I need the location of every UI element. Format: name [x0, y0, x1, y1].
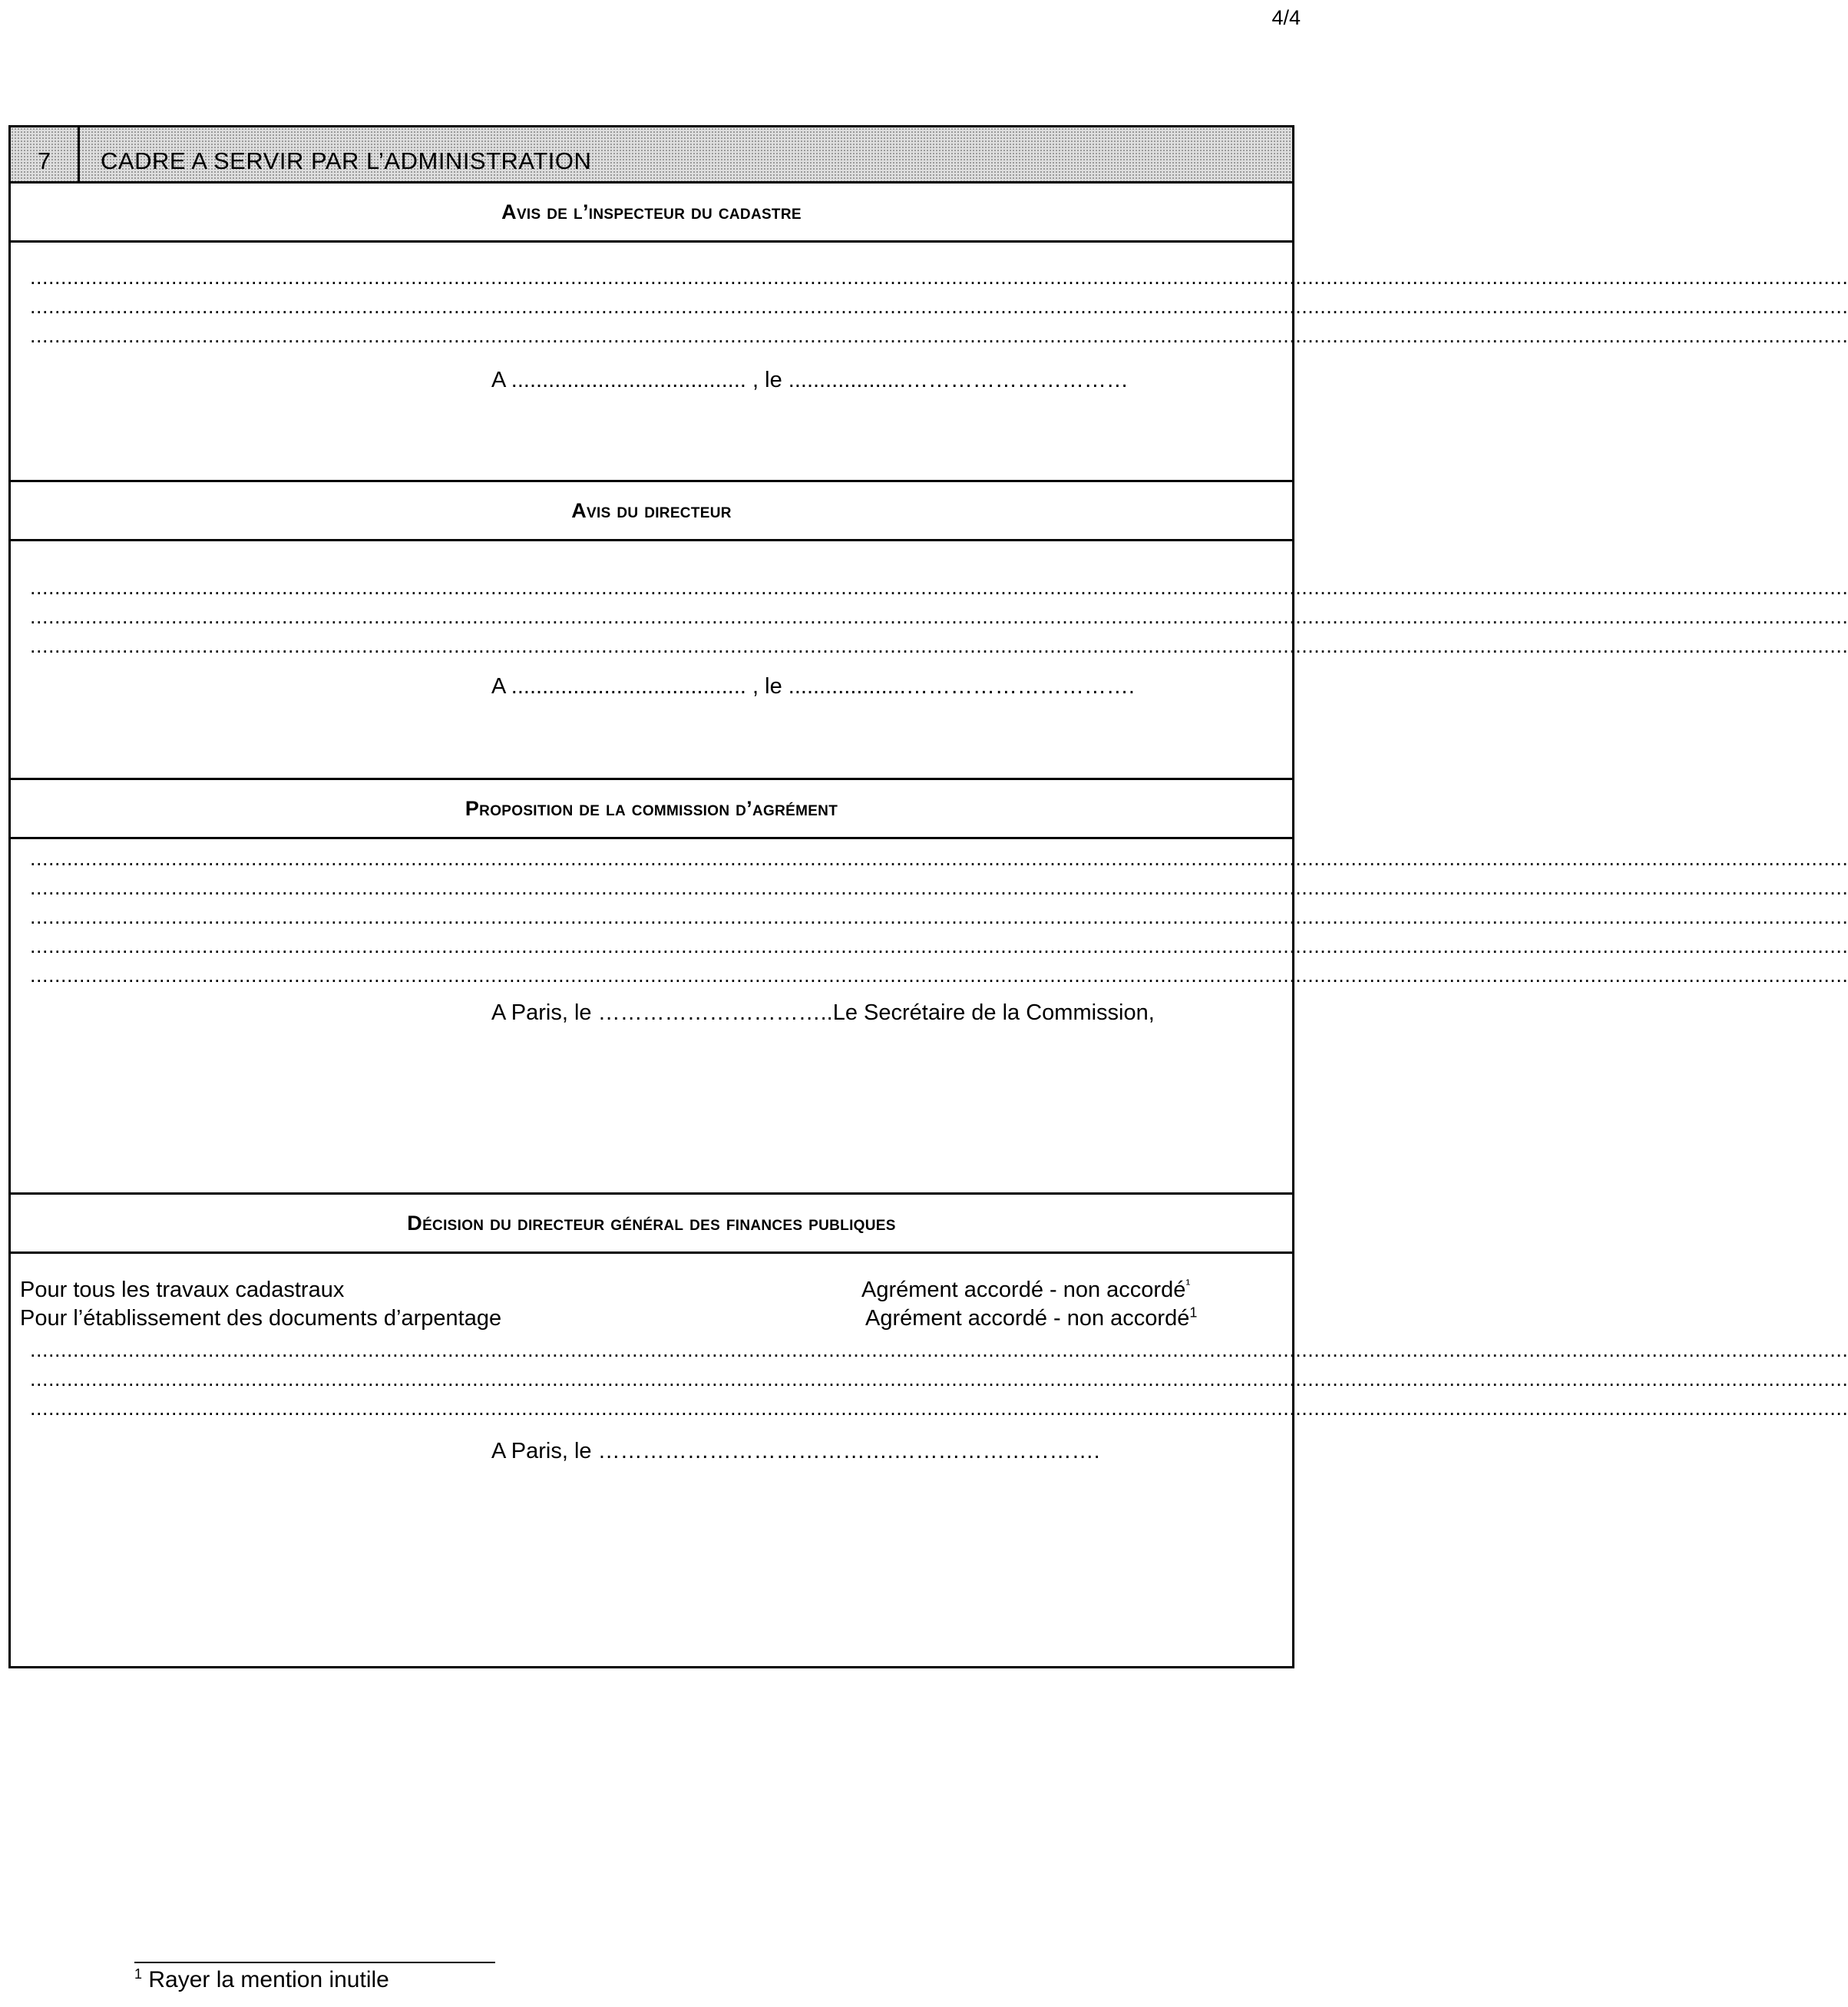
dotted-line: ........................................................................................................................................................................................................................................................................................................	[30, 876, 1848, 899]
decision-row-option: Agrément accordé - non accordé$^1$	[865, 1304, 1198, 1331]
decision-row-label: Pour l’établissement des documents d’arpentage	[20, 1306, 502, 1331]
section-heading-commission: Proposition de la commission d’agrément	[11, 780, 1292, 839]
dotted-line: ........................................................................................................................................................................................................................................................................................................	[30, 1397, 1848, 1420]
place-date-line: A Paris, le …………………………..Le Secrétaire de la Commission,	[491, 1000, 1155, 1025]
footnote-divider	[134, 1962, 495, 1963]
dotted-line: ........................................................................................................................................................................................................................................................................................................	[30, 847, 1848, 870]
section-body-inspecteur	[11, 243, 1848, 482]
section-body-commission	[11, 839, 1848, 1195]
dotted-line: ........................................................................................................................................................................................................................................................................................................	[30, 934, 1848, 957]
place-date-line: A ...................................... , le ...................…………………………	[491, 368, 1129, 392]
dotted-line: ........................................................................................................................................................................................................................................................................................................	[30, 634, 1848, 657]
section-heading-directeur: Avis du directeur	[11, 482, 1292, 541]
dotted-line: ........................................................................................................................................................................................................................................................................................................	[30, 1338, 1848, 1361]
section-heading-decision: Décision du directeur général des finances publiques	[11, 1195, 1292, 1254]
decision-row-label: Pour tous les travaux cadastraux	[20, 1278, 345, 1302]
footnote-text: Rayer la mention inutile	[142, 1967, 389, 1992]
footnote	[134, 1967, 389, 1993]
dotted-line: ........................................................................................................................................................................................................................................................................................................	[30, 605, 1848, 628]
dotted-line: ........................................................................................................................................................................................................................................................................................................	[30, 295, 1848, 318]
dotted-line: ........................................................................................................................................................................................................................................................................................................	[30, 964, 1848, 987]
dotted-line: ........................................................................................................................................................................................................................................................................................................	[30, 576, 1848, 599]
dotted-line: ........................................................................................................................................................................................................................................................................................................	[30, 905, 1848, 928]
place-date-line: A ...................................... , le ...................………………………….	[491, 674, 1135, 699]
footnote-reference: ¹	[1185, 1276, 1191, 1292]
frame-number: 7	[11, 127, 80, 181]
place-date-line: A Paris, le ………………………………….……………………….	[491, 1439, 1100, 1463]
administration-frame	[8, 125, 1848, 1668]
page-number: 4/4	[1271, 6, 1301, 29]
section-heading-inspecteur: Avis de l’inspecteur du cadastre	[11, 184, 1292, 243]
dotted-line: ........................................................................................................................................................................................................................................................................................................	[30, 1367, 1848, 1390]
frame-title: CADRE A SERVIR PAR L’ADMINISTRATION	[101, 147, 592, 174]
decision-row-option: Agrément accordé - non accordé$^{^1}$	[861, 1276, 1191, 1302]
footnote-marker: 1	[134, 1966, 143, 1982]
dotted-line: ........................................................................................................................................................................................................................................................................................................	[30, 324, 1848, 347]
section-body-directeur	[11, 541, 1848, 780]
section-body-decision	[11, 1254, 1848, 1666]
frame-header	[11, 127, 1292, 184]
footnote-reference: 1	[1189, 1304, 1198, 1321]
dotted-line: ........................................................................................................................................................................................................................................................................................................	[30, 266, 1848, 289]
